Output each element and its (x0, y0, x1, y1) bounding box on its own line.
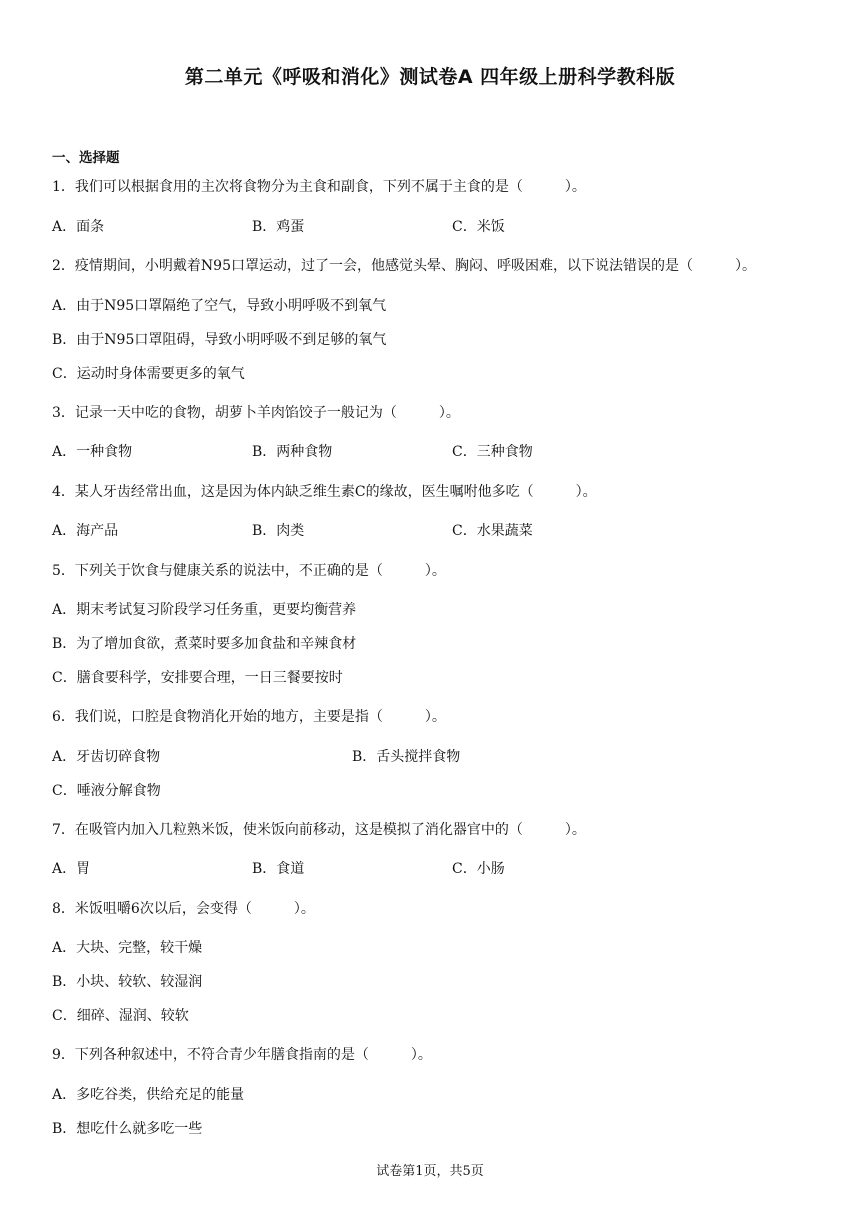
q4-option-a: A．海产品 (52, 523, 119, 539)
question-8: 8．米饭咀嚼6次以后，会变得（ ）。 (52, 901, 315, 917)
q2-option-a: A．由于N95口罩隔绝了空气，导致小明呼吸不到氧气 (52, 298, 387, 314)
section-heading: 一、选择题 (52, 150, 120, 166)
q7-option-c: C．小肠 (452, 861, 505, 877)
q7-option-a: A．胃 (52, 861, 91, 877)
q6-option-b: B．舌头搅拌食物 (352, 749, 461, 765)
q6-option-c: C．唾液分解食物 (52, 783, 161, 799)
q4-option-b: B．肉类 (252, 523, 305, 539)
question-9: 9．下列各种叙述中，不符合青少年膳食指南的是（ ）。 (52, 1047, 432, 1063)
q3-option-c: C．三种食物 (452, 444, 533, 460)
q3-option-a: A．一种食物 (52, 444, 133, 460)
question-6: 6．我们说，口腔是食物消化开始的地方，主要是指（ ）。 (52, 709, 446, 725)
question-4: 4．某人牙齿经常出血，这是因为体内缺乏维生素C的缘故，医生嘱咐他多吃（ ）。 (52, 484, 597, 500)
q8-option-c: C．细碎、湿润、较软 (52, 1008, 189, 1024)
q1-option-a: A．面条 (52, 219, 105, 235)
q8-option-b: B．小块、较软、较湿润 (52, 974, 203, 990)
question-3: 3．记录一天中吃的食物，胡萝卜羊肉馅饺子一般记为（ ）。 (52, 405, 460, 421)
q1-option-c: C．米饭 (452, 219, 505, 235)
q2-option-b: B．由于N95口罩阻碍，导致小明呼吸不到足够的氧气 (52, 332, 387, 348)
q9-option-a: A．多吃谷类，供给充足的能量 (52, 1087, 245, 1103)
q1-option-b: B．鸡蛋 (252, 219, 305, 235)
q4-option-c: C．水果蔬菜 (452, 523, 533, 539)
question-1: 1．我们可以根据食用的主次将食物分为主食和副食，下列不属于主食的是（ ）。 (52, 179, 586, 195)
page-footer: 试卷第1页，共5页 (376, 1164, 484, 1179)
q6-option-a: A．牙齿切碎食物 (52, 749, 161, 765)
q3-option-b: B．两种食物 (252, 444, 333, 460)
q5-option-b: B．为了增加食欲，煮菜时要多加食盐和辛辣食材 (52, 636, 357, 652)
q8-option-a: A．大块、完整，较干燥 (52, 940, 203, 956)
q2-option-c: C．运动时身体需要更多的氧气 (52, 366, 245, 382)
q7-option-b: B．食道 (252, 861, 305, 877)
q5-option-c: C．膳食要科学，安排要合理，一日三餐要按时 (52, 670, 343, 686)
exam-title: 第二单元《呼吸和消化》测试卷A 四年级上册科学教科版 (184, 66, 676, 88)
question-7: 7．在吸管内加入几粒熟米饭，使米饭向前移动，这是模拟了消化器官中的（ ）。 (52, 822, 586, 838)
question-2: 2．疫情期间，小明戴着N95口罩运动，过了一会，他感觉头晕、胸闷、呼吸困难，以下说法错误的是（ ）。 (52, 258, 756, 274)
q9-option-b: B．想吃什么就多吃一些 (52, 1121, 203, 1137)
question-5: 5．下列关于饮食与健康关系的说法中，不正确的是（ ）。 (52, 563, 446, 579)
q5-option-a: A．期末考试复习阶段学习任务重，更要均衡营养 (52, 602, 357, 618)
